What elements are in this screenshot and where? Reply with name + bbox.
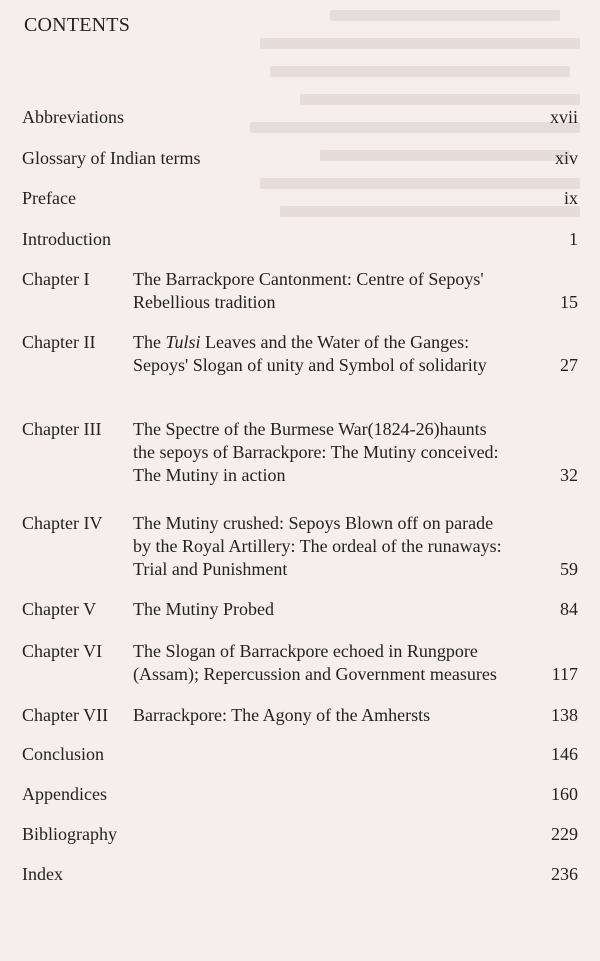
toc-entry-label: Index xyxy=(22,864,63,884)
toc-title-line: The Spectre of the Burmese War(1824-26)haunts xyxy=(133,419,487,439)
toc-entry-label: Introduction xyxy=(22,229,111,249)
toc-entry-page: 117 xyxy=(551,664,578,684)
toc-title-line: Barrackpore: The Agony of the Amhersts xyxy=(133,705,431,725)
toc-entry-label: Chapter VI xyxy=(22,641,103,661)
toc-entry-label: Preface xyxy=(22,188,76,208)
toc-entry-page: 160 xyxy=(551,784,578,804)
toc-entry-label: Chapter I xyxy=(22,269,90,289)
toc-entry-page: 236 xyxy=(551,864,578,884)
toc-title-line: The Mutiny in action xyxy=(133,465,286,485)
toc-entry-page: 229 xyxy=(551,824,578,844)
toc-entry-label: Chapter III xyxy=(22,419,102,439)
toc-entry-label: Glossary of Indian terms xyxy=(22,148,201,168)
toc-title-line: the sepoys of Barrackpore: The Mutiny conceived: xyxy=(133,442,499,462)
toc-entry-label: Abbreviations xyxy=(22,107,124,127)
toc-entry-title xyxy=(133,704,528,727)
toc-entry-title xyxy=(133,331,528,377)
toc-entry-title xyxy=(133,418,528,487)
toc-entry-label: Chapter VII xyxy=(22,705,109,725)
toc-entry-page: 146 xyxy=(551,744,578,764)
toc-entry-page: xiv xyxy=(554,148,578,168)
toc-title-line: The Tulsi Leaves and the Water of the Ganges: xyxy=(133,332,470,352)
toc-entry-label: Chapter II xyxy=(22,332,96,352)
toc-entry-label: Chapter IV xyxy=(22,513,103,533)
toc-title-line: by the Royal Artillery: The ordeal of the runaways: xyxy=(133,536,502,556)
toc-entry-page: xvii xyxy=(549,107,578,127)
toc-entry-page: 138 xyxy=(551,705,578,725)
toc-entry-label: Conclusion xyxy=(22,744,105,764)
toc-title-line: Rebellious tradition xyxy=(133,292,276,312)
toc-entry-page: ix xyxy=(563,188,578,208)
toc-title-line: The Slogan of Barrackpore echoed in Rungpore xyxy=(133,641,478,661)
toc-entry-title xyxy=(133,512,528,581)
toc-entry-page: 15 xyxy=(560,292,578,312)
toc-title-line: The Mutiny crushed: Sepoys Blown off on parade xyxy=(133,513,494,533)
toc-entry-page: 84 xyxy=(560,599,578,619)
toc-entry-title xyxy=(133,268,528,314)
toc-entry-label: Appendices xyxy=(22,784,107,804)
toc-title-line: The Barrackpore Cantonment: Centre of Sepoys' xyxy=(133,269,484,289)
toc-entry-page: 59 xyxy=(560,559,578,579)
toc-entry-title xyxy=(133,640,528,686)
toc-title-line: Sepoys' Slogan of unity and Symbol of solidarity xyxy=(133,355,487,375)
toc-entry-page: 27 xyxy=(560,355,578,375)
toc-title-line: (Assam); Repercussion and Government measures xyxy=(133,664,497,684)
toc-entry-title xyxy=(133,598,528,621)
toc-entry-label: Bibliography xyxy=(22,824,117,844)
toc-title-line: The Mutiny Probed xyxy=(133,599,274,619)
toc-title-line: Trial and Punishment xyxy=(133,559,288,579)
toc-entry-label: Chapter V xyxy=(22,599,97,619)
toc-entry-page: 1 xyxy=(569,229,578,249)
toc-entry-page: 32 xyxy=(560,465,578,485)
page-title: CONTENTS xyxy=(24,14,131,36)
